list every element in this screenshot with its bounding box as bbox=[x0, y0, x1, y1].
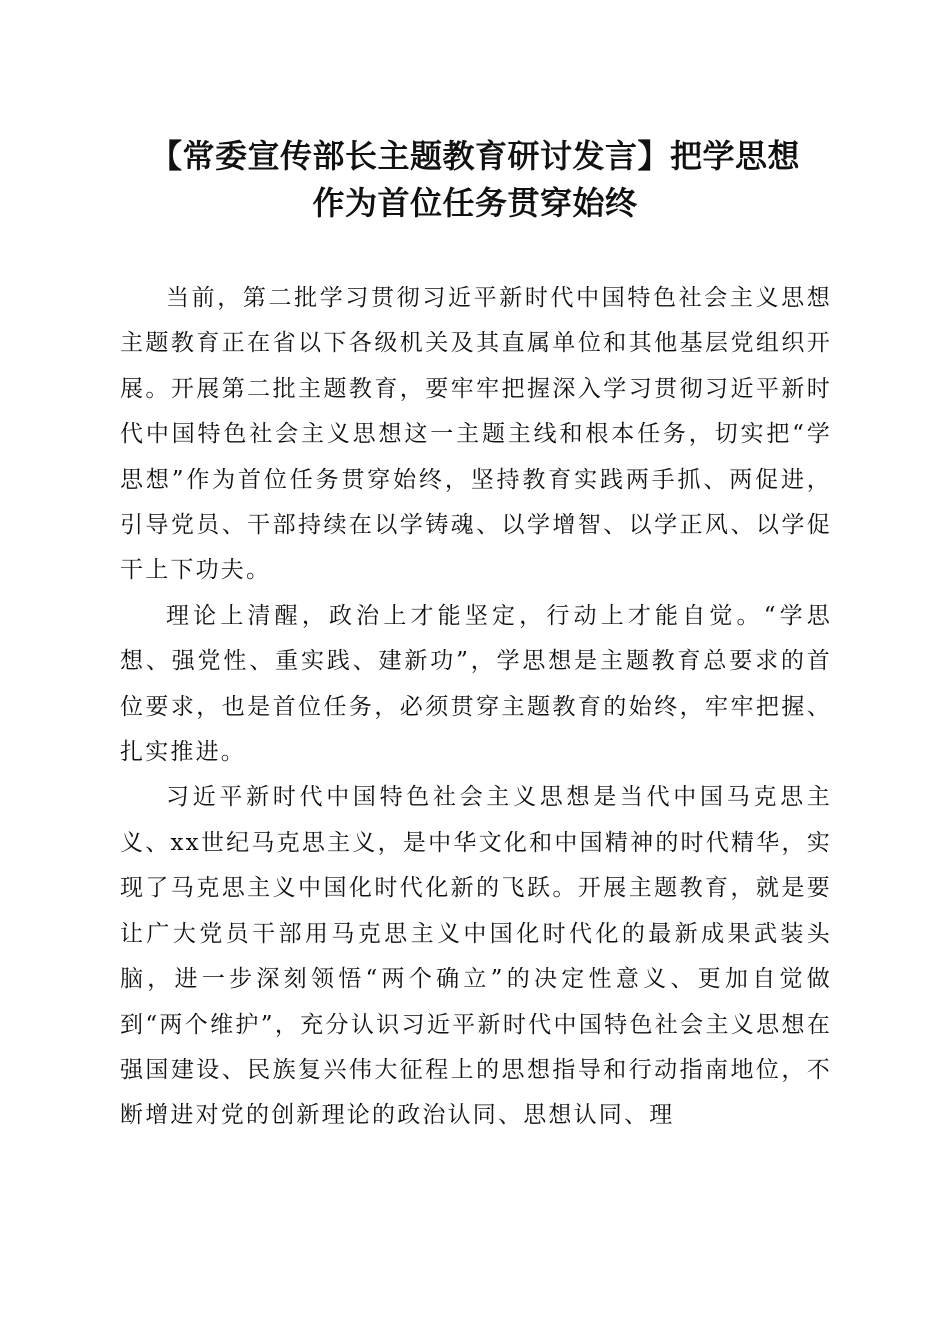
title-line-2: 作为首位任务贯穿始终 bbox=[312, 184, 638, 222]
paragraph-3: 习近平新时代中国特色社会主义思想是当代中国马克思主义、xx世纪马克思主义，是中华文化和中国精神的时代精华，实现了马克思主义中国化时代化新的飞跃。开展主题教育，就是要让广大党员干部用马克思主义中国化时代化的最新成果武装头脑，进一步深刻领悟“两个确立”的决定性意义、更加自觉做到“两个维护”，充分认识习近平新时代中国特色社会主义思想在强国建设、民族复兴伟大征程上的思想指导和行动指南地位，不断增进对党的创新理论的政治认同、思想认同、理 bbox=[120, 784, 832, 1129]
title-line-1: 【常委宣传部长主题教育研讨发言】把学思想 bbox=[149, 137, 800, 175]
document-title bbox=[100, 133, 850, 227]
document-body bbox=[120, 276, 832, 1139]
paragraph-1: 当前，第二批学习贯彻习近平新时代中国特色社会主义思想主题教育正在省以下各级机关及其直属单位和其他基层党组织开展。开展第二批主题教育，要牢牢把握深入学习贯彻习近平新时代中国特色社会主义思想这一主题主线和根本任务，切实把“学思想”作为首位任务贯穿始终，坚持教育实践两手抓、两促进，引导党员、干部持续在以学铸魂、以学增智、以学正风、以学促干上下功夫。 bbox=[120, 285, 832, 584]
paragraph-2: 理论上清醒，政治上才能坚定，行动上才能自觉。“学思想、强党性、重实践、建新功”，学思想是主题教育总要求的首位要求，也是首位任务，必须贯穿主题教育的始终，牢牢把握、扎实推进。 bbox=[120, 602, 832, 766]
